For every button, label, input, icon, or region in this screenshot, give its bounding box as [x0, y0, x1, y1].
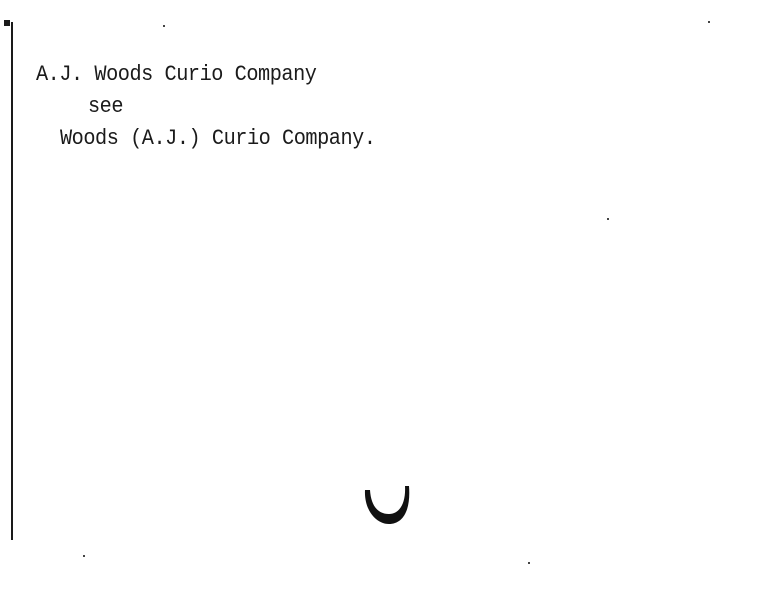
- paper-speck: [163, 25, 165, 27]
- card-heading: A.J. Woods Curio Company: [36, 62, 317, 87]
- paper-speck: [528, 562, 530, 564]
- corner-mark: [4, 20, 10, 26]
- paper-speck: [83, 555, 85, 557]
- see-label: see: [88, 94, 124, 119]
- cross-reference: Woods (A.J.) Curio Company.: [60, 126, 376, 151]
- punch-hole-icon: [362, 482, 412, 526]
- paper-speck: [708, 21, 710, 23]
- left-border-rule: [11, 22, 13, 540]
- paper-speck: [607, 218, 609, 220]
